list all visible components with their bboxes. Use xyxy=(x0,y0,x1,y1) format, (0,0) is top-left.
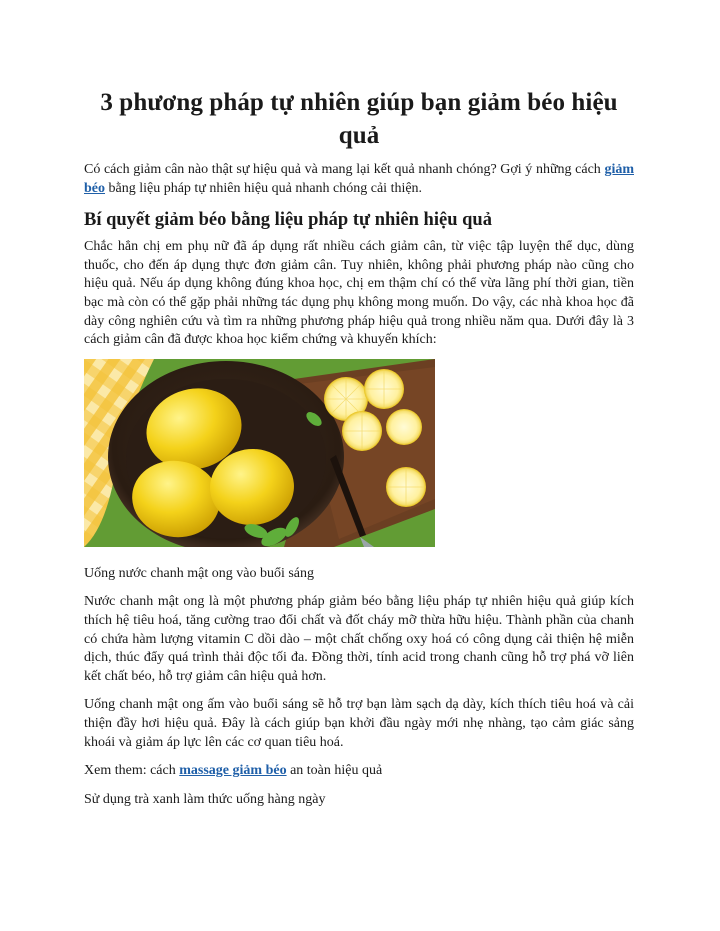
article xyxy=(84,86,634,809)
see-also-text-after: an toàn hiệu quả xyxy=(286,763,383,779)
intro-paragraph xyxy=(84,161,634,198)
see-also-text-before: Xem them: cách xyxy=(84,763,180,779)
article-title: 3 phương pháp tự nhiên giúp bạn giảm béo hiệu quả xyxy=(100,89,618,149)
subheading-green-tea: Sử dụng trà xanh làm thức uống hàng ngày xyxy=(84,791,326,807)
massage-giam-beo-link[interactable]: massage giảm béo xyxy=(179,763,287,779)
see-also-paragraph xyxy=(84,762,634,781)
paragraph-lemon-benefits: Nước chanh mật ong là một phương pháp giảm béo bằng liệu pháp tự nhiên hiệu quả giúp kích thích hệ tiêu hoá, tăng cường trao đổi chất và đốt cháy mỡ thừa hữu hiệu. Thành phần của chanh có chứa hàm lượng vitamin C dồi dào – một chất chống oxy hoá có công dụng cải thiện hệ miễn dịch, thúc đẩy quá trình thải độc tối đa. Đồng thời, tính acid trong chanh cũng hỗ trợ phá vỡ liên kết chất béo, hỗ trợ giảm cân hiệu quả hơn. xyxy=(84,594,634,684)
giam-beo-link[interactable]: giảm béo xyxy=(84,162,634,196)
intro-text-before: Có cách giảm cân nào thật sự hiệu quả và mang lại kết quả nhanh chóng? Gợi ý những cách xyxy=(84,162,605,177)
section-heading: Bí quyết giảm béo bằng liệu pháp tự nhiên hiệu quả xyxy=(84,210,492,231)
paragraph-overview: Chắc hẳn chị em phụ nữ đã áp dụng rất nhiều cách giảm cân, từ việc tập luyện thể dục, dùng thuốc, cho đến áp dụng thực đơn giảm cân. Tuy nhiên, không phải phương pháp nào cũng cho hiệu quả. Nếu áp dụng không đúng khoa học, chị em thậm chí có thể vừa lãng phí thời gian, tiền bạc mà còn có thể gặp phải những tác dụng phụ không mong muốn. Do vậy, các nhà khoa học đã dày công nghiên cứu và tìm ra những phương pháp hiệu quả trong nhiều năm qua. Dưới đây là 3 cách giảm cân đã được khoa học kiểm chứng và khuyến khích: xyxy=(84,239,634,348)
subheading-lemon-honey: Uống nước chanh mật ong vào buổi sáng xyxy=(84,565,315,581)
lemon-bowl-photo xyxy=(84,359,435,547)
intro-text-after: bằng liệu pháp tự nhiên hiệu quả nhanh chóng cải thiện. xyxy=(105,180,423,196)
paragraph-morning-drink: Uống chanh mật ong ấm vào buổi sáng sẽ hỗ trợ bạn làm sạch dạ dày, kích thích tiêu hoá và cải thiện đầy hơi hiệu quả. Đây là cách giúp bạn khởi đầu ngày mới nhẹ nhàng, tạo cảm giác sảng khoái và giảm áp lực lên các cơ quan tiêu hoá. xyxy=(84,697,634,750)
